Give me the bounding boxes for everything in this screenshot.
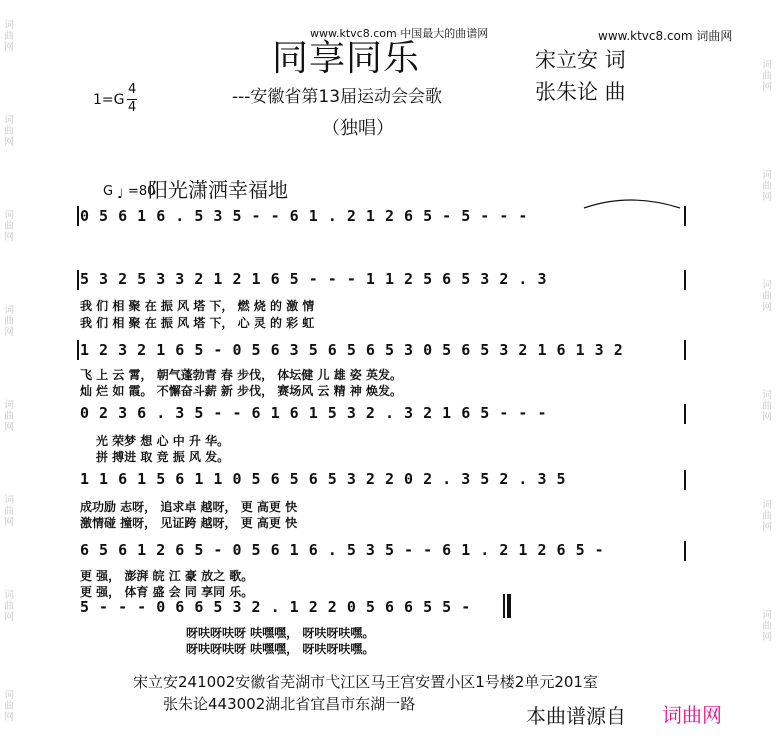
watermark-right-5: 词 曲 网 bbox=[762, 500, 772, 533]
score-row-4-lyrics-2: 拼 搏进 取 竞 振 风 发。 bbox=[96, 450, 230, 464]
footer-address-lyricist: 宋立安241002安徽省芜湖市弋江区马王宫安置小区1号楼2单元201室 bbox=[133, 673, 598, 691]
watermark-left-8: 词 曲 网 bbox=[4, 690, 14, 723]
right-barline bbox=[684, 470, 686, 490]
right-barline bbox=[684, 541, 686, 561]
score-row-2-lyrics-1: 我 们 相 聚 在 振 风 塔 下， 燃 烧 的 激 情 bbox=[80, 299, 315, 313]
slur-row-1 bbox=[580, 196, 690, 210]
left-barline bbox=[77, 206, 79, 226]
song-lyricist: 宋立安 词 bbox=[535, 48, 626, 72]
final-barline-thick bbox=[507, 594, 511, 618]
time-signature-top: 4 bbox=[128, 82, 137, 97]
song-subtitle: ---安徽省第13届运动会会歌 bbox=[232, 87, 443, 107]
score-row-5-notes: 1 1 6 1 5 6 1 1 0 5 6 5 6 5 3 2 2 0 2 . 3 5 2 . 3 5 bbox=[80, 470, 567, 488]
left-barline bbox=[77, 340, 79, 360]
time-signature-bottom: 4 bbox=[128, 100, 137, 115]
key-signature: 1=G bbox=[93, 92, 125, 108]
song-title: 同享同乐 bbox=[272, 38, 421, 79]
watermark-left-7: 词 曲 网 bbox=[4, 590, 14, 623]
source-brand-link[interactable]: 词曲网 bbox=[662, 703, 722, 727]
tempo-note-icon: ♩ bbox=[117, 187, 124, 202]
score-row-7-lyrics-2: 呀呋呀呋呀 呋嘿嘿， 呀呋呀呋嘿。 bbox=[186, 642, 375, 656]
score-row-7-lyrics-1: 呀呋呀呋呀 呋嘿嘿， 呀呋呀呋嘿。 bbox=[186, 626, 375, 640]
right-barline bbox=[684, 340, 686, 360]
watermark-left-1: 词 曲 网 bbox=[4, 20, 14, 53]
footer-address-composer: 张朱论443002湖北省宜昌市东湖一路 bbox=[163, 695, 416, 713]
score-row-6-notes: 6 5 6 1 2 6 5 - 0 5 6 1 6 . 5 3 5 - - 6 1 . 2 1 2 6 5 - bbox=[80, 541, 605, 559]
site-link-right[interactable]: www.ktvc8.com 词曲网 bbox=[598, 29, 733, 43]
right-barline bbox=[684, 404, 686, 424]
watermark-right-6: 词 曲 网 bbox=[762, 610, 772, 643]
watermark-left-6: 词 曲 网 bbox=[4, 495, 14, 528]
watermark-left-3: 词 曲 网 bbox=[4, 210, 14, 243]
song-performance: （独唱） bbox=[322, 118, 394, 139]
score-row-2-lyrics-2: 我 们 相 聚 在 振 风 塔 下， 心 灵 的 彩 虹 bbox=[80, 316, 315, 330]
watermark-left-4: 词 曲 网 bbox=[4, 305, 14, 338]
watermark-right-1: 词 曲 网 bbox=[762, 60, 772, 93]
song-composer: 张朱论 曲 bbox=[535, 80, 626, 104]
score-row-4-notes: 0 2 3 6 . 3 5 - - 6 1 6 1 5 3 2 . 3 2 1 6 5 - - - bbox=[80, 404, 548, 422]
score-row-6-lyrics-1: 更 强， 澎湃 皖 江 豪 放之 歌。 bbox=[80, 569, 254, 583]
score-row-1-notes: 0 5 6 1 6 . 5 3 5 - - 6 1 . 2 1 2 6 5 - 5 - - - bbox=[80, 207, 528, 225]
tempo-value: =80 bbox=[128, 184, 156, 199]
score-row-3-notes: 1 2 3 2 1 6 5 - 0 5 6 3 5 6 5 6 5 3 0 5 6 5 3 2 1 6 1 3 2 bbox=[80, 341, 624, 359]
score-row-4-lyrics-1: 光 荣梦 想 心 中 升 华。 bbox=[96, 434, 230, 448]
expression-marking: 阳光潇洒幸福地 bbox=[148, 178, 288, 202]
score-row-5-lyrics-1: 成功励 志呀， 追求卓 越呀， 更 高更 快 bbox=[80, 500, 298, 514]
watermark-right-2: 词 曲 网 bbox=[762, 170, 772, 203]
score-row-6-lyrics-2: 更 强， 体育 盛 会 同 享同 乐。 bbox=[80, 585, 254, 599]
score-row-3-lyrics-1: 飞 上 云 霄， 朝气蓬勃青 春 步伐， 体坛健 儿 雄 姿 英发。 bbox=[80, 368, 402, 382]
watermark-right-3: 词 曲 网 bbox=[762, 280, 772, 313]
right-barline bbox=[684, 270, 686, 290]
left-barline bbox=[77, 270, 79, 290]
tempo-key: G bbox=[103, 184, 114, 199]
score-row-2-notes: 5 3 2 5 3 3 2 1 2 1 6 5 - - - 1 1 2 5 6 5 3 2 . 3 bbox=[80, 270, 548, 288]
score-row-3-lyrics-2: 灿 烂 如 霞。 不懈奋斗薪 新 步伐， 赛场风 云 精 神 焕发。 bbox=[80, 384, 402, 398]
score-row-7-notes: 5 - - - 0 6 6 5 3 2 . 1 2 2 0 5 6 6 5 5 - bbox=[80, 598, 471, 616]
watermark-left-5: 词 曲 网 bbox=[4, 400, 14, 433]
site-link-left[interactable]: www.ktvc8.com 中国最大的曲谱网 bbox=[310, 27, 489, 40]
final-barline-thin bbox=[503, 594, 505, 618]
source-label: 本曲谱源自 bbox=[526, 704, 626, 728]
watermark-right-4: 词 曲 网 bbox=[762, 390, 772, 423]
score-row-5-lyrics-2: 激情碰 撞呀， 见证跨 越呀， 更 高更 快 bbox=[80, 516, 298, 530]
watermark-left-2: 词 曲 网 bbox=[4, 115, 14, 148]
